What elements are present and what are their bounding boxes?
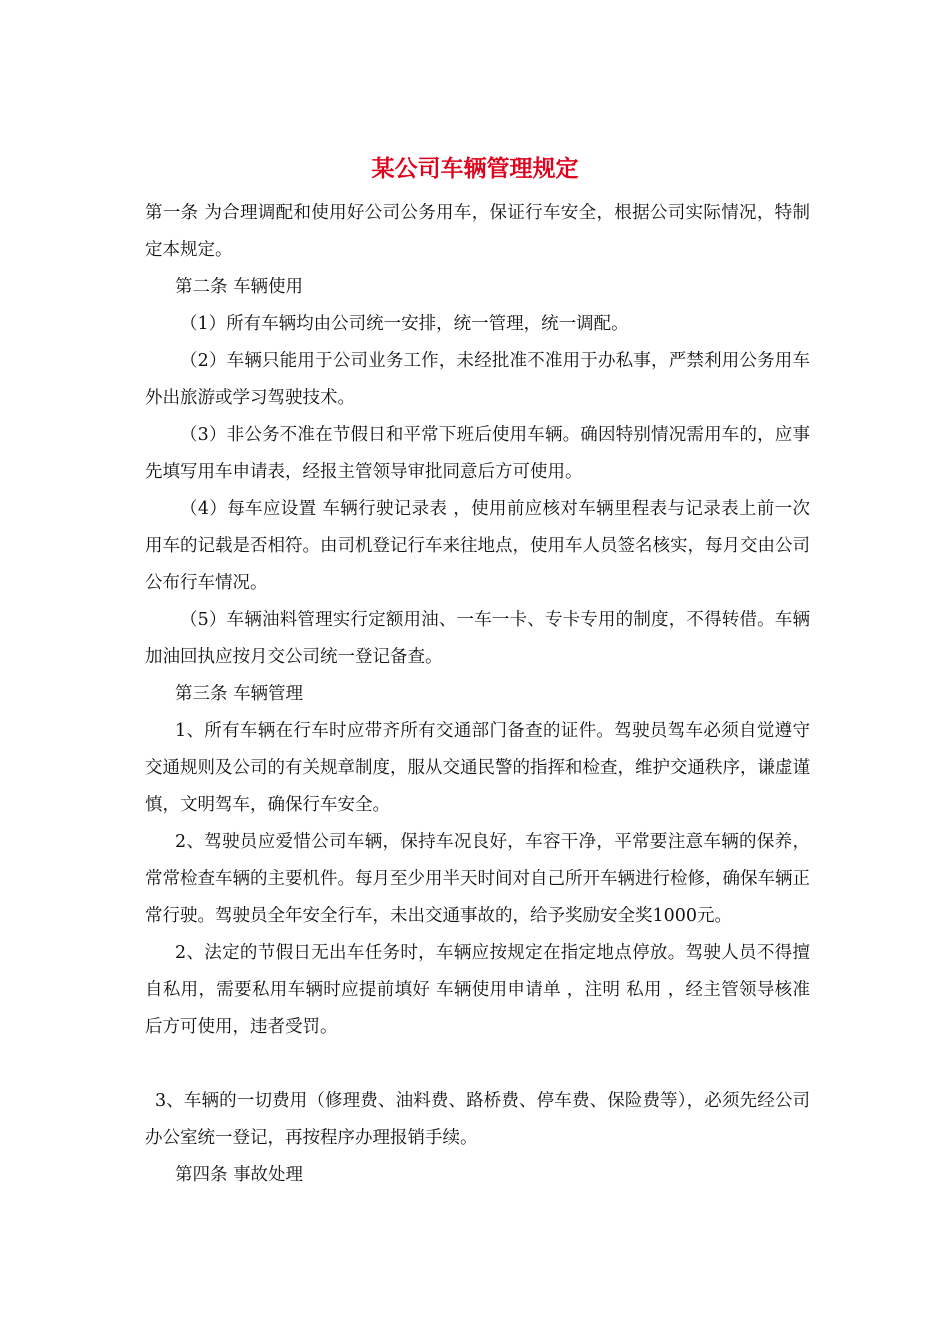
document-body: [145, 195, 810, 1194]
article-2-item-1: （1）所有车辆均由公司统一安排，统一管理，统一调配。: [180, 314, 629, 334]
article-3-item-2: 2、驾驶员应爱惜公司车辆，保持车况良好，车容干净，平常要注意车辆的保养，常常检查车辆的主要机件。每月至少用半天时间对自己所开车辆进行检修，确保车辆正常行驶。驾驶员全年安全行车，未出交通事故的，给予奖励安全奖1000元。: [145, 832, 810, 926]
article-4-heading: 第四条 事故处理: [175, 1165, 304, 1185]
article-2-item-5: （5）车辆油料管理实行定额用油、一车一卡、专卡专用的制度，不得转借。车辆加油回执应按月交公司统一登记备查。: [145, 610, 810, 667]
article-2-heading: 第二条 车辆使用: [175, 277, 304, 297]
article-3-item-1: 1、所有车辆在行车时应带齐所有交通部门备查的证件。驾驶员驾车必须自觉遵守交通规则及公司的有关规章制度，服从交通民警的指挥和检查，维护交通秩序，谦虚谨慎，文明驾车，确保行车安全。: [145, 721, 810, 815]
paragraph-gap: [145, 1046, 810, 1083]
document-title: 某公司车辆管理规定: [371, 155, 579, 182]
article-3-heading: 第三条 车辆管理: [175, 684, 304, 704]
article-1-paragraph: 第一条 为合理调配和使用好公司公务用车，保证行车安全，根据公司实际情况，特制定本规定。: [145, 203, 810, 260]
article-2-item-3: （3）非公务不准在节假日和平常下班后使用车辆。确因特别情况需用车的，应事先填写用车申请表，经报主管领导审批同意后方可使用。: [145, 425, 810, 482]
article-2-item-4: （4）每车应设置 车辆行驶记录表 ，使用前应核对车辆里程表与记录表上前一次用车的记载是否相符。由司机登记行车来往地点，使用车人员签名核实，每月交由公司公布行车情况。: [145, 499, 810, 593]
article-3-item-2b: 2、法定的节假日无出车任务时，车辆应按规定在指定地点停放。驾驶人员不得擅自私用，需要私用车辆时应提前填好 车辆使用申请单 ，注明 私用 ，经主管领导核准后方可使用，违者受罚。: [145, 943, 810, 1037]
article-2-item-2: （2）车辆只能用于公司业务工作，未经批准不准用于办私事，严禁利用公务用车外出旅游或学习驾驶技术。: [145, 351, 810, 408]
article-3-item-3: 3、车辆的一切费用（修理费、油料费、路桥费、停车费、保险费等），必须先经公司办公室统一登记，再按程序办理报销手续。: [145, 1091, 810, 1148]
